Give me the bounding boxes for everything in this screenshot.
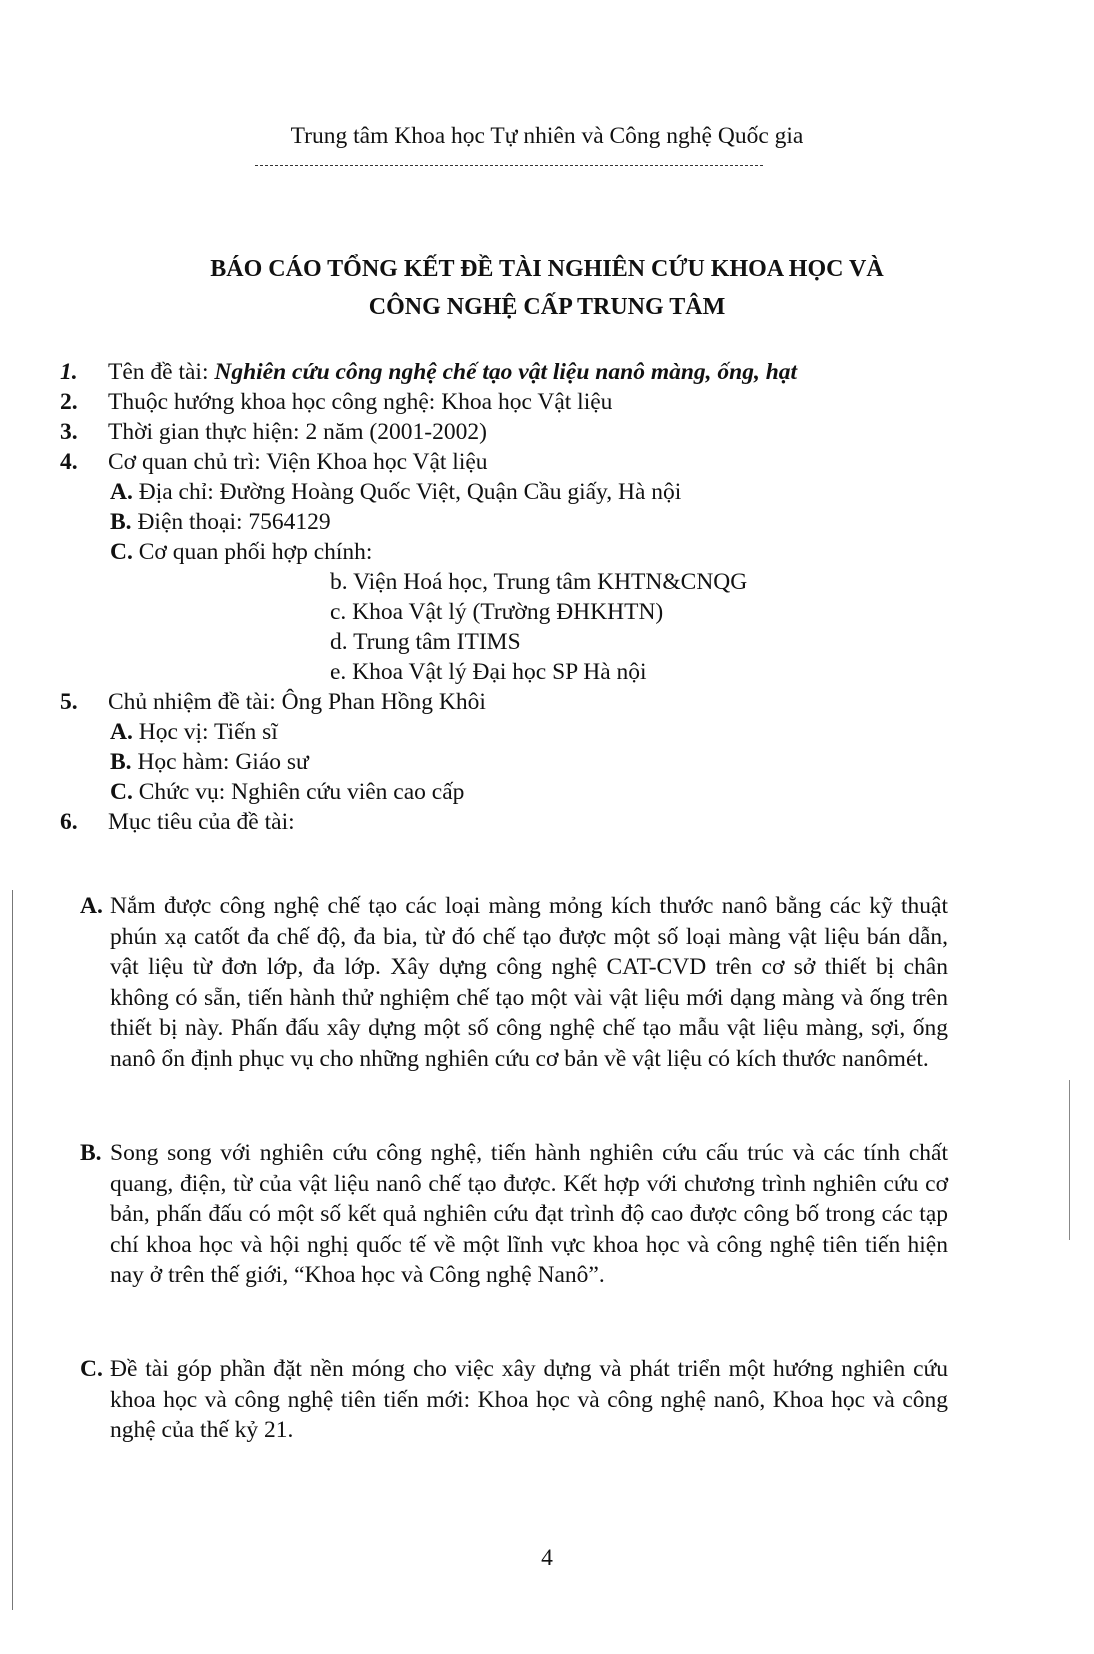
partner: d. Trung tâm ITIMS xyxy=(330,629,521,655)
partner: e. Khoa Vật lý Đại học SP Hà nội xyxy=(330,659,647,685)
partner: b. Viện Hoá học, Trung tâm KHTN&CNQG xyxy=(330,569,748,595)
item-4c: C. Cơ quan phối hợp chính: xyxy=(110,539,373,565)
item-5: 5. Chủ nhiệm đề tài: Ông Phan Hồng Khôi xyxy=(60,689,486,715)
item-5b: B. Học hàm: Giáo sư xyxy=(110,749,309,775)
title-line: BÁO CÁO TỔNG KẾT ĐỀ TÀI NGHIÊN CỨU KHOA HỌC VÀ xyxy=(210,256,884,282)
item-5c: C. Chức vụ: Nghiên cứu viên cao cấp xyxy=(110,779,465,805)
item-3: 3. Thời gian thực hiện: 2 năm (2001-2002) xyxy=(60,419,487,445)
item-6: 6. Mục tiêu của đề tài: xyxy=(60,809,295,835)
objective-b: B. Song song với nghiên cứu công nghệ, tiến hành nghiên cứu cấu trúc và các tính chất quang, điện, từ của vật liệu nanô chế tạo được. Kết hợp với chương trình nghiên cứu cơ bản, phấn đấu có một số kết quả nghiên cứu đạt trình độ cao được công bố trong các tạp chí khoa học và hội nghị quốc tế về một lĩnh vực khoa học và công nghệ tiên tiến hiện nay ở trên thế giới, “Khoa học và Công nghệ Nanô”. xyxy=(80,1140,948,1288)
page-number: 4 xyxy=(541,1545,553,1571)
item-5a: A. Học vị: Tiến sĩ xyxy=(110,719,278,745)
scan-edge-line xyxy=(1069,1080,1070,1240)
partner: c. Khoa Vật lý (Trường ĐHKHTN) xyxy=(330,599,664,625)
item-4: 4. Cơ quan chủ trì: Viện Khoa học Vật liệu xyxy=(60,449,488,475)
project-name: Nghiên cứu công nghệ chế tạo vật liệu nanô màng, ống, hạt xyxy=(214,359,798,385)
item-4a: A. Địa chỉ: Đường Hoàng Quốc Việt, Quận Cầu giấy, Hà nội xyxy=(110,479,682,505)
institution-header: Trung tâm Khoa học Tự nhiên và Công nghệ Quốc gia xyxy=(290,123,804,149)
objective-a: A. Nắm được công nghệ chế tạo các loại màng mỏng kích thước nanô bằng các kỹ thuật phún xạ catốt đa chế độ, đa bia, từ đó chế tạo được một số loại màng vật liệu bán dẫn, vật liệu từ đơn lớp, đa lớp. Xây dựng công nghệ CAT-CVD trên cơ sở thiết bị chân không có sẵn, tiến hành thử nghiệm chế tạo một vài vật liệu mới dạng màng và ống trên thiết bị này. Phấn đấu xây dựng một số công nghệ chế tạo mẫu vật liệu màng, sợi, ống nanô ổn định phục vụ cho những nghiên cứu cơ bản về vật liệu có kích thước nanômét. xyxy=(80,893,948,1072)
item-1: 1. Tên đề tài: Nghiên cứu công nghệ chế tạo vật liệu nanô màng, ống, hạt xyxy=(60,359,798,385)
scan-edge-line xyxy=(12,890,13,1610)
objective-c: C. Đề tài góp phần đặt nền móng cho việc xây dựng và phát triển một hướng nghiên cứu khoa học và công nghệ tiên tiến mới: Khoa học và công nghệ nanô, Khoa học và công nghệ của thế kỷ 21. xyxy=(80,1356,948,1443)
report-title xyxy=(0,250,1094,326)
title-line: CÔNG NGHỆ CẤP TRUNG TÂM xyxy=(368,294,726,320)
item-4b: B. Điện thoại: 7564129 xyxy=(110,509,331,535)
item-2: 2. Thuộc hướng khoa học công nghệ: Khoa học Vật liệu xyxy=(60,389,613,415)
header-divider xyxy=(255,165,763,166)
